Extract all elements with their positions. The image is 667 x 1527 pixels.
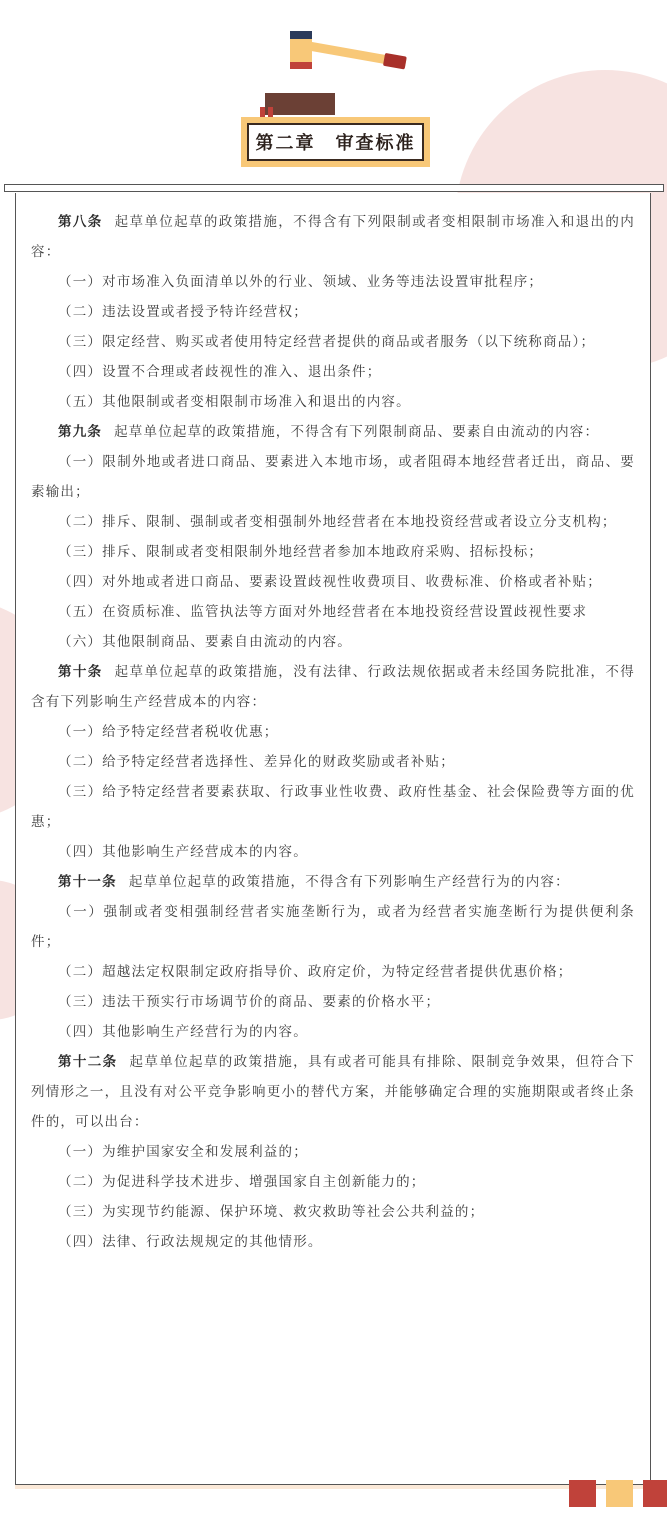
article-paragraph — [31, 897, 635, 957]
paragraph-text: （四）设置不合理或者歧视性的准入、退出条件； — [58, 364, 382, 380]
paragraph-text: （三）为实现节约能源、保护环境、救灾救助等社会公共利益的； — [58, 1204, 485, 1220]
article-paragraph — [31, 597, 635, 627]
paragraph-text: 起草单位起草的政策措施，不得含有下列影响生产经营行为的内容： — [128, 874, 570, 890]
article-number: 第十一条 — [58, 874, 117, 890]
article-paragraph — [31, 207, 635, 267]
article-paragraph — [31, 1197, 635, 1227]
article-paragraph — [31, 1167, 635, 1197]
article-paragraph — [31, 447, 635, 507]
paragraph-text: （二）超越法定权限制定政府指导价、政府定价，为特定经营者提供优惠价格； — [58, 964, 573, 980]
paragraph-text: （三）排斥、限制或者变相限制外地经营者参加本地政府采购、招标投标； — [58, 544, 544, 560]
article-paragraph — [31, 777, 635, 837]
decorative-square — [643, 1480, 667, 1507]
article-paragraph — [31, 567, 635, 597]
paragraph-text: （三）限定经营、购买或者使用特定经营者提供的商品或者服务（以下统称商品）； — [58, 334, 596, 350]
paragraph-text: （四）法律、行政法规规定的其他情形。 — [58, 1234, 323, 1250]
article-paragraph — [31, 837, 635, 867]
article-paragraph — [31, 357, 635, 387]
bottom-divider — [15, 1485, 651, 1489]
article-paragraph — [31, 867, 635, 897]
chapter-title: 第二章 审查标准 — [255, 133, 416, 154]
article-paragraph — [31, 627, 635, 657]
article-paragraph — [31, 1137, 635, 1167]
paragraph-text: （二）为促进科学技术进步、增强国家自主创新能力的； — [58, 1174, 426, 1190]
article-paragraph — [31, 657, 635, 717]
paragraph-text: （一）强制或者变相强制经营者实施垄断行为，或者为经营者实施垄断行为提供便利条件； — [31, 904, 635, 950]
paragraph-text: 起草单位起草的政策措施，具有或者可能具有排除、限制竞争效果，但符合下列情形之一，且没有对公平竞争影响更小的替代方案，并能够确定合理的实施期限或者终止条件的，可以出台： — [31, 1054, 635, 1130]
paragraph-text: （六）其他限制商品、要素自由流动的内容。 — [58, 634, 352, 650]
article-paragraph — [31, 1227, 635, 1257]
article-list — [31, 207, 635, 1257]
article-paragraph — [31, 717, 635, 747]
article-paragraph — [31, 987, 635, 1017]
paragraph-text: （五）其他限制或者变相限制市场准入和退出的内容。 — [58, 394, 411, 410]
article-paragraph — [31, 747, 635, 777]
paragraph-text: （二）排斥、限制、强制或者变相强制外地经营者在本地投资经营或者设立分支机构； — [58, 514, 617, 530]
article-paragraph — [31, 537, 635, 567]
article-paragraph — [31, 1017, 635, 1047]
paragraph-text: （四）对外地或者进口商品、要素设置歧视性收费项目、收费标准、价格或者补贴； — [58, 574, 602, 590]
article-paragraph — [31, 957, 635, 987]
article-number: 第九条 — [58, 424, 103, 440]
content-frame — [15, 193, 651, 1485]
article-number: 第十条 — [58, 664, 103, 680]
chapter-title-box — [241, 117, 430, 167]
paragraph-text: （四）其他影响生产经营成本的内容。 — [58, 844, 308, 860]
paragraph-text: 起草单位起草的政策措施，不得含有下列限制商品、要素自由流动的内容： — [114, 424, 600, 440]
article-paragraph — [31, 267, 635, 297]
paragraph-text: （二）违法设置或者授予特许经营权； — [58, 304, 308, 320]
paragraph-text: （一）限制外地或者进口商品、要素进入本地市场，或者阻碍本地经营者迁出，商品、要素输出； — [31, 454, 635, 500]
article-paragraph — [31, 327, 635, 357]
paragraph-text: （一）对市场准入负面清单以外的行业、领域、业务等违法设置审批程序； — [58, 274, 544, 290]
paragraph-text: （三）给予特定经营者要素获取、行政事业性收费、政府性基金、社会保险费等方面的优惠； — [31, 784, 635, 830]
chapter-header — [0, 0, 667, 190]
article-paragraph — [31, 387, 635, 417]
paragraph-text: 起草单位起草的政策措施，不得含有下列限制或者变相限制市场准入和退出的内容： — [31, 214, 635, 260]
paragraph-text: （五）在资质标准、监管执法等方面对外地经营者在本地投资经营设置歧视性要求 — [58, 604, 588, 620]
article-number: 第八条 — [58, 214, 103, 230]
decorative-square — [606, 1480, 633, 1507]
article-paragraph — [31, 417, 635, 447]
frame-top-bar — [4, 184, 664, 192]
decorative-square — [569, 1480, 596, 1507]
gavel-icon — [260, 25, 420, 120]
article-paragraph — [31, 297, 635, 327]
paragraph-text: （二）给予特定经营者选择性、差异化的财政奖励或者补贴； — [58, 754, 455, 770]
article-paragraph — [31, 507, 635, 537]
paragraph-text: （四）其他影响生产经营行为的内容。 — [58, 1024, 308, 1040]
article-number: 第十二条 — [58, 1054, 118, 1070]
paragraph-text: （一）给予特定经营者税收优惠； — [58, 724, 279, 740]
paragraph-text: （一）为维护国家安全和发展利益的； — [58, 1144, 308, 1160]
article-paragraph — [31, 1047, 635, 1137]
paragraph-text: （三）违法干预实行市场调节价的商品、要素的价格水平； — [58, 994, 441, 1010]
paragraph-text: 起草单位起草的政策措施，没有法律、行政法规依据或者未经国务院批准，不得含有下列影响生产经营成本的内容： — [31, 664, 635, 710]
